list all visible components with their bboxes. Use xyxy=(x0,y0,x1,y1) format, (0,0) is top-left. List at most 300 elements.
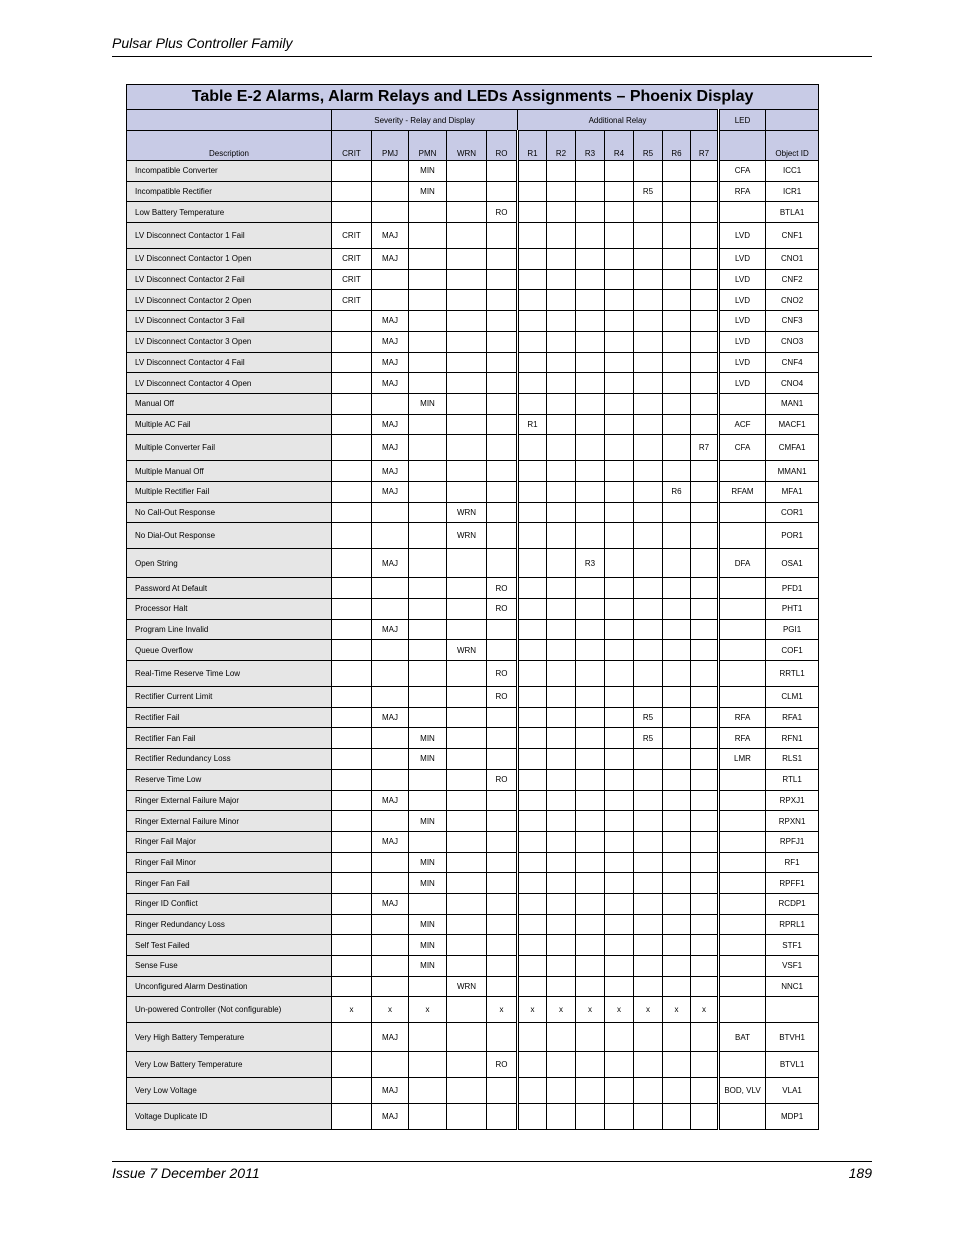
page-number: 189 xyxy=(848,1165,872,1181)
cell-description: Incompatible Rectifier xyxy=(127,181,332,202)
cell-ro: RO xyxy=(487,769,518,790)
cell-ro: RO xyxy=(487,687,518,708)
page-footer xyxy=(112,1161,872,1181)
cell-r7 xyxy=(691,976,719,997)
cell-r4 xyxy=(605,290,634,311)
cell-pmj xyxy=(372,661,409,687)
cell-id: STF1 xyxy=(766,935,819,956)
cell-pmn xyxy=(409,481,447,502)
cell-wrn: WRN xyxy=(447,640,487,661)
cell-r5: R5 xyxy=(634,728,663,749)
cell-pmj: MAJ xyxy=(372,414,409,435)
cell-r7 xyxy=(691,549,719,578)
cell-r7 xyxy=(691,181,719,202)
cell-crit xyxy=(332,461,372,482)
cell-r7 xyxy=(691,161,719,182)
cell-id: OSA1 xyxy=(766,549,819,578)
cell-r1 xyxy=(518,161,547,182)
cell-r3 xyxy=(576,687,605,708)
cell-ro xyxy=(487,549,518,578)
cell-r2 xyxy=(547,414,576,435)
cell-r1 xyxy=(518,249,547,270)
cell-r2 xyxy=(547,290,576,311)
cell-wrn xyxy=(447,1104,487,1130)
table-row xyxy=(127,290,819,311)
cell-description: LV Disconnect Contactor 1 Open xyxy=(127,249,332,270)
cell-r2 xyxy=(547,202,576,223)
cell-r5: x xyxy=(634,997,663,1023)
cell-crit xyxy=(332,1078,372,1104)
cell-pmn xyxy=(409,619,447,640)
cell-id: RCDP1 xyxy=(766,893,819,914)
cell-pmn: MIN xyxy=(409,935,447,956)
cell-r5 xyxy=(634,393,663,414)
cell-r7 xyxy=(691,873,719,894)
cell-r6 xyxy=(663,661,691,687)
cell-pmn xyxy=(409,661,447,687)
cell-r7 xyxy=(691,749,719,770)
cell-wrn xyxy=(447,290,487,311)
cell-r3 xyxy=(576,331,605,352)
cell-r7 xyxy=(691,893,719,914)
cell-wrn xyxy=(447,769,487,790)
cell-r7 xyxy=(691,393,719,414)
cell-description: Open String xyxy=(127,549,332,578)
cell-r3 xyxy=(576,599,605,620)
cell-r6 xyxy=(663,728,691,749)
cell-pmn xyxy=(409,1052,447,1078)
cell-r2 xyxy=(547,181,576,202)
cell-r6 xyxy=(663,249,691,270)
cell-r6 xyxy=(663,935,691,956)
cell-r3 xyxy=(576,749,605,770)
cell-r6 xyxy=(663,502,691,523)
cell-description: Program Line Invalid xyxy=(127,619,332,640)
cell-r7 xyxy=(691,831,719,852)
cell-r3 xyxy=(576,578,605,599)
cell-wrn xyxy=(447,202,487,223)
cell-description: LV Disconnect Contactor 3 Open xyxy=(127,331,332,352)
cell-r6 xyxy=(663,1078,691,1104)
cell-id: COF1 xyxy=(766,640,819,661)
cell-ro xyxy=(487,790,518,811)
cell-pmj: MAJ xyxy=(372,435,409,461)
cell-wrn xyxy=(447,707,487,728)
cell-led xyxy=(719,852,766,873)
cell-description: LV Disconnect Contactor 1 Fail xyxy=(127,223,332,249)
cell-r5: R5 xyxy=(634,707,663,728)
cell-pmj xyxy=(372,161,409,182)
cell-r4 xyxy=(605,728,634,749)
cell-r5 xyxy=(634,435,663,461)
cell-r4 xyxy=(605,435,634,461)
cell-id: CNF2 xyxy=(766,269,819,290)
cell-pmj: MAJ xyxy=(372,481,409,502)
cell-wrn xyxy=(447,893,487,914)
cell-r5 xyxy=(634,769,663,790)
cell-r3: R3 xyxy=(576,549,605,578)
cell-pmn xyxy=(409,290,447,311)
cell-wrn xyxy=(447,435,487,461)
cell-r7 xyxy=(691,956,719,977)
table-row xyxy=(127,661,819,687)
cell-ro xyxy=(487,893,518,914)
cell-wrn xyxy=(447,1023,487,1052)
cell-r3 xyxy=(576,352,605,373)
table-row xyxy=(127,769,819,790)
cell-r6 xyxy=(663,523,691,549)
cell-r2 xyxy=(547,481,576,502)
cell-r1 xyxy=(518,549,547,578)
cell-r1: R1 xyxy=(518,414,547,435)
cell-led xyxy=(719,687,766,708)
cell-crit xyxy=(332,481,372,502)
cell-crit: CRIT xyxy=(332,249,372,270)
cell-id: MACF1 xyxy=(766,414,819,435)
cell-r1 xyxy=(518,707,547,728)
cell-id: CNF1 xyxy=(766,223,819,249)
table-row xyxy=(127,728,819,749)
cell-id: RPXJ1 xyxy=(766,790,819,811)
cell-led: DFA xyxy=(719,549,766,578)
cell-ro xyxy=(487,161,518,182)
cell-crit xyxy=(332,707,372,728)
cell-r1 xyxy=(518,311,547,332)
cell-r1 xyxy=(518,728,547,749)
cell-pmn xyxy=(409,202,447,223)
cell-led xyxy=(719,523,766,549)
cell-r5 xyxy=(634,578,663,599)
cell-crit: CRIT xyxy=(332,223,372,249)
cell-crit xyxy=(332,769,372,790)
cell-pmj xyxy=(372,393,409,414)
cell-pmj: MAJ xyxy=(372,311,409,332)
cell-r3 xyxy=(576,249,605,270)
cell-ro xyxy=(487,707,518,728)
cell-ro xyxy=(487,223,518,249)
table-row xyxy=(127,311,819,332)
cell-id: MAN1 xyxy=(766,393,819,414)
table-row xyxy=(127,1104,819,1130)
cell-r1 xyxy=(518,893,547,914)
cell-led xyxy=(719,578,766,599)
table-row xyxy=(127,852,819,873)
cell-r5 xyxy=(634,523,663,549)
cell-r2 xyxy=(547,331,576,352)
cell-r4 xyxy=(605,549,634,578)
cell-r2 xyxy=(547,935,576,956)
cell-r7 xyxy=(691,290,719,311)
cell-pmj xyxy=(372,976,409,997)
cell-pmn xyxy=(409,549,447,578)
cell-wrn xyxy=(447,1052,487,1078)
cell-r5 xyxy=(634,831,663,852)
cell-led xyxy=(719,1104,766,1130)
cell-ro: RO xyxy=(487,661,518,687)
cell-description: Very High Battery Temperature xyxy=(127,1023,332,1052)
cell-ro xyxy=(487,852,518,873)
cell-r1 xyxy=(518,811,547,832)
cell-crit: x xyxy=(332,997,372,1023)
cell-ro xyxy=(487,619,518,640)
cell-r4 xyxy=(605,976,634,997)
cell-led: LMR xyxy=(719,749,766,770)
cell-r2 xyxy=(547,956,576,977)
cell-crit xyxy=(332,502,372,523)
cell-r4 xyxy=(605,393,634,414)
cell-r3 xyxy=(576,1078,605,1104)
col-ro: RO xyxy=(487,131,518,161)
cell-pmj: x xyxy=(372,997,409,1023)
col-pmj: PMJ xyxy=(372,131,409,161)
cell-led: LVD xyxy=(719,331,766,352)
cell-r4 xyxy=(605,935,634,956)
col-r5: R5 xyxy=(634,131,663,161)
cell-pmj xyxy=(372,202,409,223)
cell-crit xyxy=(332,749,372,770)
cell-r4 xyxy=(605,790,634,811)
cell-r2 xyxy=(547,640,576,661)
cell-led: LVD xyxy=(719,223,766,249)
cell-crit xyxy=(332,1052,372,1078)
table-row xyxy=(127,1052,819,1078)
cell-r7 xyxy=(691,852,719,873)
cell-pmn xyxy=(409,1104,447,1130)
cell-id: MDP1 xyxy=(766,1104,819,1130)
cell-r2 xyxy=(547,728,576,749)
cell-r4 xyxy=(605,640,634,661)
cell-id: POR1 xyxy=(766,523,819,549)
cell-r1 xyxy=(518,769,547,790)
cell-r1 xyxy=(518,1023,547,1052)
cell-r4 xyxy=(605,523,634,549)
cell-r3 xyxy=(576,790,605,811)
cell-led: LVD xyxy=(719,373,766,394)
page-header xyxy=(112,35,872,57)
cell-r5 xyxy=(634,549,663,578)
cell-r2 xyxy=(547,1104,576,1130)
cell-r3 xyxy=(576,769,605,790)
table-row xyxy=(127,578,819,599)
cell-r6 xyxy=(663,873,691,894)
cell-ro xyxy=(487,749,518,770)
cell-r4 xyxy=(605,481,634,502)
cell-r4: x xyxy=(605,997,634,1023)
cell-wrn xyxy=(447,161,487,182)
cell-pmn: x xyxy=(409,997,447,1023)
cell-r3 xyxy=(576,481,605,502)
cell-ro xyxy=(487,331,518,352)
cell-description: Ringer Fan Fail xyxy=(127,873,332,894)
cell-r6 xyxy=(663,461,691,482)
cell-crit xyxy=(332,687,372,708)
cell-pmn: MIN xyxy=(409,956,447,977)
cell-id: VLA1 xyxy=(766,1078,819,1104)
cell-description: Password At Default xyxy=(127,578,332,599)
col-pmn: PMN xyxy=(409,131,447,161)
cell-r5 xyxy=(634,640,663,661)
cell-led xyxy=(719,914,766,935)
cell-r5 xyxy=(634,461,663,482)
cell-r1 xyxy=(518,661,547,687)
cell-pmj: MAJ xyxy=(372,1104,409,1130)
cell-r4 xyxy=(605,373,634,394)
cell-r1 xyxy=(518,619,547,640)
cell-r6 xyxy=(663,311,691,332)
cell-led: RFA xyxy=(719,181,766,202)
cell-r7 xyxy=(691,707,719,728)
cell-id: CNO3 xyxy=(766,331,819,352)
table-row xyxy=(127,502,819,523)
cell-r2 xyxy=(547,852,576,873)
cell-led: CFA xyxy=(719,161,766,182)
cell-r5 xyxy=(634,976,663,997)
cell-led xyxy=(719,461,766,482)
cell-id: MMAN1 xyxy=(766,461,819,482)
cell-id: RF1 xyxy=(766,852,819,873)
cell-led xyxy=(719,893,766,914)
cell-led: CFA xyxy=(719,435,766,461)
cell-r1 xyxy=(518,290,547,311)
cell-wrn xyxy=(447,914,487,935)
cell-r5 xyxy=(634,873,663,894)
table-title: Table E-2 Alarms, Alarm Relays and LEDs Assignments – Phoenix Display xyxy=(127,85,819,110)
cell-ro xyxy=(487,976,518,997)
table-row xyxy=(127,181,819,202)
cell-crit xyxy=(332,1023,372,1052)
cell-led: BAT xyxy=(719,1023,766,1052)
cell-r7 xyxy=(691,461,719,482)
cell-r1 xyxy=(518,956,547,977)
cell-wrn xyxy=(447,790,487,811)
cell-led xyxy=(719,1052,766,1078)
cell-r6 xyxy=(663,811,691,832)
cell-pmn xyxy=(409,502,447,523)
cell-pmj: MAJ xyxy=(372,893,409,914)
cell-r6 xyxy=(663,223,691,249)
cell-r1 xyxy=(518,749,547,770)
cell-ro xyxy=(487,461,518,482)
cell-id: BTLA1 xyxy=(766,202,819,223)
cell-crit xyxy=(332,811,372,832)
cell-led: RFA xyxy=(719,728,766,749)
cell-r6 xyxy=(663,831,691,852)
cell-r5 xyxy=(634,290,663,311)
cell-r5 xyxy=(634,599,663,620)
cell-r1 xyxy=(518,935,547,956)
cell-r7 xyxy=(691,373,719,394)
cell-wrn xyxy=(447,461,487,482)
cell-pmj: MAJ xyxy=(372,352,409,373)
cell-led xyxy=(719,873,766,894)
cell-r3 xyxy=(576,831,605,852)
cell-ro xyxy=(487,311,518,332)
cell-r6 xyxy=(663,435,691,461)
cell-ro xyxy=(487,435,518,461)
cell-r5 xyxy=(634,619,663,640)
cell-r5 xyxy=(634,661,663,687)
table-row xyxy=(127,707,819,728)
cell-crit xyxy=(332,831,372,852)
cell-r2 xyxy=(547,893,576,914)
cell-r1 xyxy=(518,373,547,394)
cell-r6 xyxy=(663,852,691,873)
cell-r3 xyxy=(576,523,605,549)
cell-pmn xyxy=(409,831,447,852)
cell-led xyxy=(719,619,766,640)
cell-r1 xyxy=(518,331,547,352)
table-row xyxy=(127,461,819,482)
cell-led xyxy=(719,976,766,997)
cell-led xyxy=(719,997,766,1023)
table-row xyxy=(127,619,819,640)
cell-r3 xyxy=(576,935,605,956)
cell-ro xyxy=(487,269,518,290)
cell-r6 xyxy=(663,393,691,414)
cell-r4 xyxy=(605,331,634,352)
cell-pmj: MAJ xyxy=(372,707,409,728)
cell-r4 xyxy=(605,181,634,202)
cell-r3 xyxy=(576,661,605,687)
cell-r5 xyxy=(634,749,663,770)
cell-r1 xyxy=(518,578,547,599)
cell-pmn: MIN xyxy=(409,728,447,749)
cell-pmj xyxy=(372,599,409,620)
cell-r4 xyxy=(605,311,634,332)
cell-pmj xyxy=(372,956,409,977)
cell-r1 xyxy=(518,1078,547,1104)
cell-r3 xyxy=(576,461,605,482)
table-row xyxy=(127,893,819,914)
cell-pmn xyxy=(409,599,447,620)
cell-crit xyxy=(332,311,372,332)
cell-r5 xyxy=(634,687,663,708)
cell-wrn: WRN xyxy=(447,502,487,523)
cell-r6 xyxy=(663,1023,691,1052)
cell-r2 xyxy=(547,749,576,770)
cell-r2 xyxy=(547,502,576,523)
cell-r5: R5 xyxy=(634,181,663,202)
cell-r2 xyxy=(547,578,576,599)
cell-r7 xyxy=(691,269,719,290)
col-crit: CRIT xyxy=(332,131,372,161)
cell-pmn xyxy=(409,523,447,549)
cell-ro: x xyxy=(487,997,518,1023)
cell-description: Incompatible Converter xyxy=(127,161,332,182)
table-row xyxy=(127,331,819,352)
cell-id: PFD1 xyxy=(766,578,819,599)
cell-pmn xyxy=(409,352,447,373)
cell-description: LV Disconnect Contactor 4 Fail xyxy=(127,352,332,373)
cell-id: RLS1 xyxy=(766,749,819,770)
cell-crit xyxy=(332,599,372,620)
cell-r2: x xyxy=(547,997,576,1023)
cell-r6 xyxy=(663,749,691,770)
cell-id: CNO1 xyxy=(766,249,819,270)
cell-ro xyxy=(487,393,518,414)
cell-crit: CRIT xyxy=(332,290,372,311)
cell-crit xyxy=(332,640,372,661)
cell-r1 xyxy=(518,223,547,249)
table-row xyxy=(127,976,819,997)
cell-r2 xyxy=(547,1078,576,1104)
cell-ro: RO xyxy=(487,202,518,223)
cell-crit xyxy=(332,956,372,977)
cell-r6 xyxy=(663,893,691,914)
cell-r2 xyxy=(547,249,576,270)
cell-r7 xyxy=(691,223,719,249)
cell-pmj xyxy=(372,873,409,894)
